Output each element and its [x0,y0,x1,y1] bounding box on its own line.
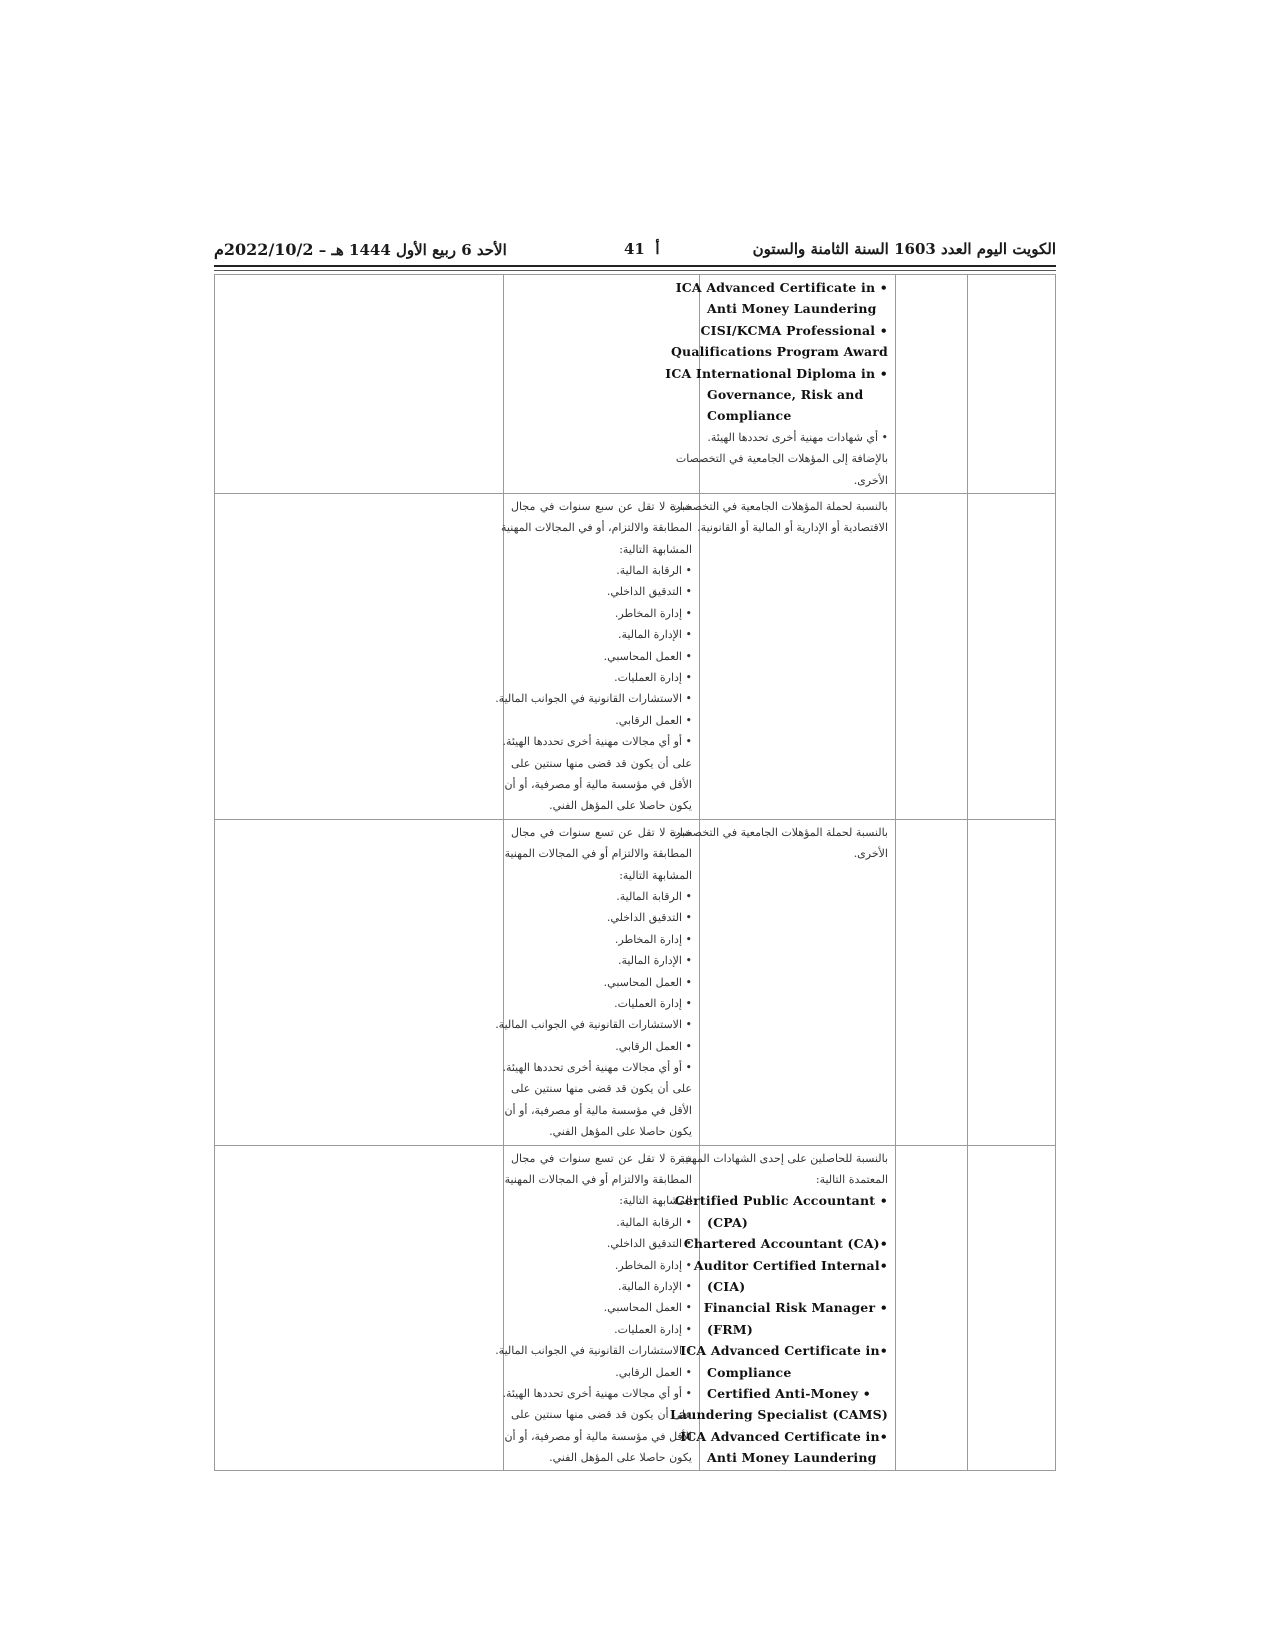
page-header [214,236,1056,264]
list-item: • الإدارة المالية. [511,1276,692,1297]
list-item: • التدقيق الداخلي. [511,907,692,928]
list-item: • إدارة المخاطر. [511,1255,692,1276]
list-item: • التدقيق الداخلي. [511,1233,692,1254]
list-item: • الرقابة المالية. [511,886,692,907]
list-item: • الاستشارات القانونية في الجوانب المالية. [511,1340,692,1361]
table-row [215,819,1056,1145]
publication-info: الكويت اليوم العدد 1603 السنة الثامنة والستون [752,240,1056,258]
experience-cell: خبرة لا تقل عن سبع سنوات في مجال المطابقة والالتزام، أو في المجالات المهنية المشابهة التالية: • الرقابة المالية. • التدقيق الداخلي. • إدارة المخاطر. • الإدارة المالية. • العمل المحاسبي. • إدارة العمليات. • الاستشارات القانونية في الجوانب المالية. • العمل الرقابي. • أو أي مجالات مهنية أخرى تحددها الهيئة. على أن يكون قد قضى منها سنتين على الأقل في مؤسسة مالية أو مصرفية، أو أن يكون حاصلا على المؤهل الفني. [504,493,700,819]
empty-cell [215,1145,504,1471]
empty-cell [215,275,504,494]
header-rule-thin [214,270,1056,271]
list-item: • الإدارة المالية. [511,624,692,645]
qualifications-cell: بالنسبة للحاصلين على إحدى الشهادات المهنية المعتمدة التالية: • Certified Public Accountant (CPA) •Chartered Accountant (CA) •Auditor Certified Internal (CIA) • Financial Risk Manager (FRM) •ICA Advanced Certificate in Compliance • Certified Anti-Money Laundering Specialist (CAMS) •ICA Advanced Certificate in Anti Money Laundering [700,1145,896,1471]
qualifications-cell: بالنسبة لحملة المؤهلات الجامعية في التخصصات الأخرى. [700,819,896,1145]
list-item: • العمل المحاسبي. [511,646,692,667]
experience-cell: خبرة لا تقل عن تسع سنوات في مجال المطابقة والالتزام أو في المجالات المهنية المشابهة التالية: • الرقابة المالية. • التدقيق الداخلي. • إدارة المخاطر. • الإدارة المالية. • العمل المحاسبي. • إدارة العمليات. • الاستشارات القانونية في الجوانب المالية. • العمل الرقابي. • أو أي مجالات مهنية أخرى تحددها الهيئة. على أن يكون قد قضى منها سنتين على الأقل في مؤسسة مالية أو مصرفية، أو أن يكون حاصلا على المؤهل الفني. [504,1145,700,1471]
list-item: • الاستشارات القانونية في الجوانب المالية. [511,1014,692,1035]
list-item: • الرقابة المالية. [511,1212,692,1233]
list-item: • الرقابة المالية. [511,560,692,581]
qualifications-cell: بالنسبة لحملة المؤهلات الجامعية في التخصصات الاقتصادية أو الإدارية أو المالية أو القانونية. [700,493,896,819]
list-item: • العمل الرقابي. [511,1362,692,1383]
list-item: • أو أي مجالات مهنية أخرى تحددها الهيئة. [511,1383,692,1404]
empty-cell [896,1145,968,1471]
qualifications-cell: • ICA Advanced Certificate in Anti Money Laundering • CISI/KCMA Professional Qualifications Program Award • ICA International Diploma in Governance, Risk and Compliance • أي شهادات مهنية أخرى تحددها الهيئة. بالإضافة إلى المؤهلات الجامعية في التخصصات الأخرى. [700,275,896,494]
empty-cell [896,819,968,1145]
list-item: • إدارة المخاطر. [511,603,692,624]
header-rule [214,265,1056,267]
empty-cell [215,493,504,819]
list-item: • العمل المحاسبي. [511,1297,692,1318]
empty-cell [968,493,1056,819]
empty-cell [896,275,968,494]
list-item: • الاستشارات القانونية في الجوانب المالية. [511,688,692,709]
list-item: • إدارة العمليات. [511,667,692,688]
experience-cell: خبرة لا تقل عن تسع سنوات في مجال المطابقة والالتزام أو في المجالات المهنية المشابهة التالية: • الرقابة المالية. • التدقيق الداخلي. • إدارة المخاطر. • الإدارة المالية. • العمل المحاسبي. • إدارة العمليات. • الاستشارات القانونية في الجوانب المالية. • العمل الرقابي. • أو أي مجالات مهنية أخرى تحددها الهيئة. على أن يكون قد قضى منها سنتين على الأقل في مؤسسة مالية أو مصرفية، أو أن يكون حاصلا على المؤهل الفني. [504,819,700,1145]
list-item: • الإدارة المالية. [511,950,692,971]
list-item: • أو أي مجالات مهنية أخرى تحددها الهيئة. [511,731,692,752]
requirements-table [214,274,1056,1471]
table-row [215,493,1056,819]
empty-cell [968,275,1056,494]
list-item: • إدارة العمليات. [511,1319,692,1340]
page-number: أ 41 [624,240,660,258]
list-item: • التدقيق الداخلي. [511,581,692,602]
table-row [215,1145,1056,1471]
empty-cell [896,493,968,819]
list-item: • إدارة المخاطر. [511,929,692,950]
empty-cell [968,1145,1056,1471]
issue-date: الأحد 6 ربيع الأول 1444 هـ – 2022/10/2م [214,240,507,259]
list-item: • العمل المحاسبي. [511,972,692,993]
list-item: • العمل الرقابي. [511,1036,692,1057]
empty-cell [215,819,504,1145]
empty-cell [968,819,1056,1145]
list-item: • إدارة العمليات. [511,993,692,1014]
table-row [215,275,1056,494]
list-item: • العمل الرقابي. [511,710,692,731]
list-item: • أو أي مجالات مهنية أخرى تحددها الهيئة. [511,1057,692,1078]
